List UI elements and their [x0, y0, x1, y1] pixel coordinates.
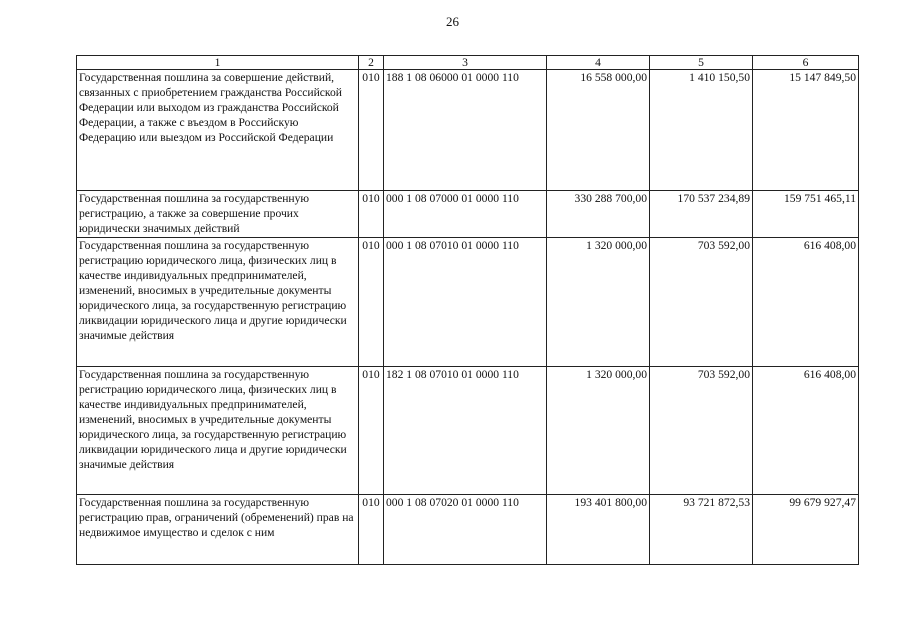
remaining-amount-cell: 15 147 849,50	[753, 70, 859, 191]
line-code-cell: 010	[359, 191, 384, 238]
approved-amount-cell: 16 558 000,00	[547, 70, 650, 191]
table-row	[77, 70, 859, 191]
column-header-6: 6	[753, 56, 859, 70]
executed-amount-cell: 93 721 872,53	[650, 495, 753, 565]
revenue-name-cell: Государственная пошлина за государственную регистрацию юридического лица, физических лиц в качестве индивидуальных предпринимателей, изменений, вносимых в учредительные документы юридического лица, за государственную регистрацию ликвидации юридического лица и другие юридически значимые действия	[77, 238, 359, 367]
header-row	[77, 56, 859, 70]
remaining-amount-cell: 99 679 927,47	[753, 495, 859, 565]
remaining-amount-cell: 159 751 465,11	[753, 191, 859, 238]
column-header-1: 1	[77, 56, 359, 70]
column-header-3: 3	[384, 56, 547, 70]
page-number: 26	[446, 14, 459, 29]
budget-class-code-cell: 000 1 08 07010 01 0000 110	[384, 238, 547, 367]
table-row	[77, 191, 859, 238]
remaining-amount-cell: 616 408,00	[753, 367, 859, 495]
approved-amount-cell: 1 320 000,00	[547, 238, 650, 367]
revenue-name-cell: Государственная пошлина за государственную регистрацию, а также за совершение прочих юридически значимых действий	[77, 191, 359, 238]
budget-revenue-table	[76, 55, 859, 565]
executed-amount-cell: 703 592,00	[650, 367, 753, 495]
revenue-name-cell: Государственная пошлина за совершение действий, связанных с приобретением гражданства Российской Федерации или выходом из гражданства Российской Федерации, а также с въездом в Российскую Федерацию или выездом из Российской Федерации	[77, 70, 359, 191]
approved-amount-cell: 193 401 800,00	[547, 495, 650, 565]
column-header-5: 5	[650, 56, 753, 70]
budget-class-code-cell: 188 1 08 06000 01 0000 110	[384, 70, 547, 191]
line-code-cell: 010	[359, 238, 384, 367]
budget-class-code-cell: 182 1 08 07010 01 0000 110	[384, 367, 547, 495]
line-code-cell: 010	[359, 495, 384, 565]
line-code-cell: 010	[359, 367, 384, 495]
table-row	[77, 238, 859, 367]
column-header-4: 4	[547, 56, 650, 70]
table-row	[77, 495, 859, 565]
budget-class-code-cell: 000 1 08 07000 01 0000 110	[384, 191, 547, 238]
remaining-amount-cell: 616 408,00	[753, 238, 859, 367]
table-header	[77, 56, 859, 70]
revenue-name-cell: Государственная пошлина за государственную регистрацию прав, ограничений (обременений) прав на недвижимое имущество и сделок с ним	[77, 495, 359, 565]
executed-amount-cell: 170 537 234,89	[650, 191, 753, 238]
line-code-cell: 010	[359, 70, 384, 191]
executed-amount-cell: 703 592,00	[650, 238, 753, 367]
executed-amount-cell: 1 410 150,50	[650, 70, 753, 191]
column-header-2: 2	[359, 56, 384, 70]
table-row	[77, 367, 859, 495]
approved-amount-cell: 1 320 000,00	[547, 367, 650, 495]
table-body	[77, 70, 859, 565]
approved-amount-cell: 330 288 700,00	[547, 191, 650, 238]
revenue-name-cell: Государственная пошлина за государственную регистрацию юридического лица, физических лиц в качестве индивидуальных предпринимателей, изменений, вносимых в учредительные документы юридического лица, за государственную регистрацию ликвидации юридического лица и другие юридически значимые действия	[77, 367, 359, 495]
budget-class-code-cell: 000 1 08 07020 01 0000 110	[384, 495, 547, 565]
